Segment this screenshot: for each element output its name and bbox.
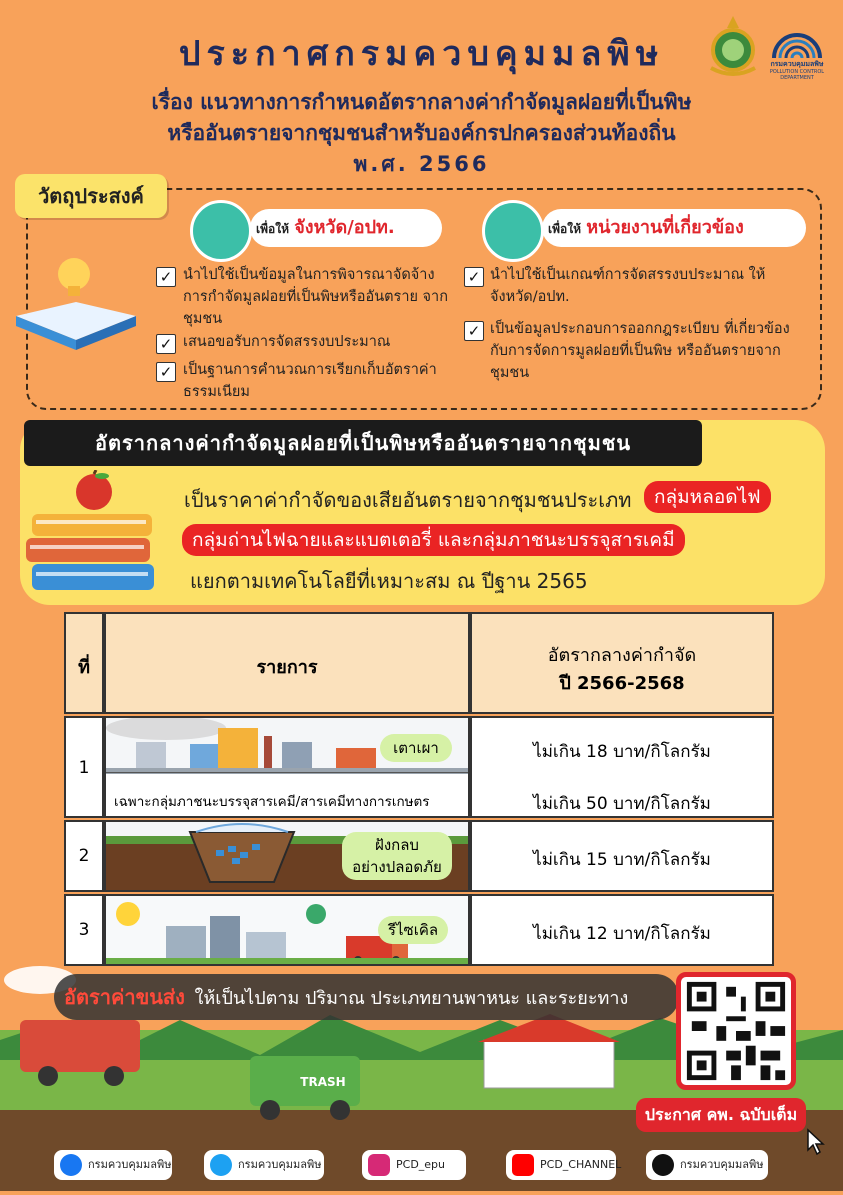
youtube-icon [512,1154,534,1176]
book-lightbulb-illustration [12,256,142,356]
table-row-rate: ไม่เกิน 12 บาท/กิโลกรัม [470,894,774,966]
table-row-no: 1 [64,716,104,818]
page-subtitle-year: พ.ศ. 2566 [353,152,490,176]
objective-left-pill: เพื่อให้ จังหวัด/อปท. [250,209,442,247]
tech-badge-recycle: รีไซเคิล [378,916,448,944]
twitter-icon [210,1154,232,1176]
tech-badge-landfill: ฝังกลบ อย่างปลอดภัย [342,832,452,880]
rate-desc-line1: เป็นราคาค่ากำจัดของเสียอันตรายจากชุมชนประเภท [184,488,632,512]
social-twitter[interactable]: กรมควบคุมมลพิษ [204,1150,324,1180]
objective-right-dot-icon [482,200,544,262]
objectives-tag: วัตถุประสงค์ [15,174,167,218]
table-row-rate: ไม่เกิน 15 บาท/กิโลกรัม [470,820,774,892]
table-row-no: 3 [64,894,104,966]
facebook-icon [60,1154,82,1176]
objective-right-pill: เพื่อให้ หน่วยงานที่เกี่ยวข้อง [542,209,806,247]
full-notice-button[interactable]: ประกาศ คพ. ฉบับเต็ม [636,1098,806,1132]
objective-left-item: นำไปใช้เป็นข้อมูลในการพิจารณาจัดจ้าง การกำจัดมูลฝอยที่เป็นพิษหรืออันตราย จากชุมชน [183,267,448,327]
table-row-rate: ไม่เกิน 18 บาท/กิโลกรัม ไม่เกิน 50 บาท/กิโลกรัม [470,716,774,818]
tiktok-icon [652,1154,674,1176]
rate-highlight-batteries: กลุ่มถ่านไฟฉายและแบตเตอรี่ และกลุ่มภาชนะบรรจุสารเคมี [182,524,685,556]
table-row-sub-item: เฉพาะกลุ่มภาชนะบรรจุสารเคมี/สารเคมีทางการเกษตร [114,794,430,810]
table-row-item [104,820,470,892]
truck-label: TRASH [300,1075,346,1089]
objective-left-item: เป็นฐานการคำนวณการเรียกเก็บอัตราค่า ธรรมเนียม [183,362,437,400]
objective-right-item: นำไปใช้เป็นเกณฑ์การจัดสรรงบประมาณ ให้จังหวัด/อปท. [490,267,766,305]
cursor-pointer-icon [806,1128,828,1156]
check-icon: ✓ [156,267,176,287]
page-title: ประกาศกรมควบคุมมลพิษ [178,34,665,74]
page-subtitle-line2: หรืออันตรายจากชุมชนสำหรับองค์กรปกครองส่วนท้องถิ่น [167,121,676,145]
pcd-logo: กรมควบคุมมลพิษ POLLUTION CONTROL DEPARTMENT [768,14,826,80]
social-tiktok[interactable]: กรมควบคุมมลพิษ [646,1150,768,1180]
social-youtube[interactable]: PCD_CHANNEL [506,1150,616,1180]
rate-desc-line3: แยกตามเทคโนโลยีที่เหมาะสม ณ ปีฐาน 2565 [190,569,588,593]
social-instagram[interactable]: PCD_epu [362,1150,466,1180]
check-icon: ✓ [156,334,176,354]
check-icon: ✓ [156,362,176,382]
objective-right-item: เป็นข้อมูลประกอบการออกกฎระเบียบ ที่เกี่ยวข้องกับการจัดการมูลฝอยที่เป็นพิษ หรืออันตรายจากชุมชน [490,321,790,381]
table-header-no: ที่ [64,612,104,714]
check-icon: ✓ [464,267,484,287]
books-apple-illustration [22,470,162,606]
transport-rate-bar: อัตราค่าขนส่ง ให้เป็นไปตาม ปริมาณ ประเภทยานพาหนะ และระยะทาง [54,974,679,1020]
table-row-item [104,716,470,818]
table-row-no: 2 [64,820,104,892]
objective-left-target: จังหวัด/อปท. [294,217,395,238]
rate-highlight-lamps: กลุ่มหลอดไฟ [644,481,771,513]
qr-code[interactable] [676,972,796,1090]
instagram-icon [368,1154,390,1176]
check-icon: ✓ [464,321,484,341]
rate-section-title: อัตรากลางค่ากำจัดมูลฝอยที่เป็นพิษหรืออันตรายจากชุมชน [24,420,702,466]
table-header-rate: อัตรากลางค่ากำจัด ปี 2566-2568 [470,612,774,714]
table-header-item: รายการ [104,612,470,714]
objective-left-item: เสนอขอรับการจัดสรรงบประมาณ [183,334,391,350]
objective-left-dot-icon [190,200,252,262]
government-seal-logo [705,14,761,78]
social-facebook[interactable]: กรมควบคุมมลพิษ [54,1150,172,1180]
table-row-item [104,894,470,966]
tech-badge-incinerator: เตาเผา [380,734,452,762]
objective-right-target: หน่วยงานที่เกี่ยวข้อง [586,217,744,238]
page-subtitle-line1: เรื่อง แนวทางการกำหนดอัตรากลางค่ากำจัดมูลฝอยที่เป็นพิษ [151,90,692,114]
